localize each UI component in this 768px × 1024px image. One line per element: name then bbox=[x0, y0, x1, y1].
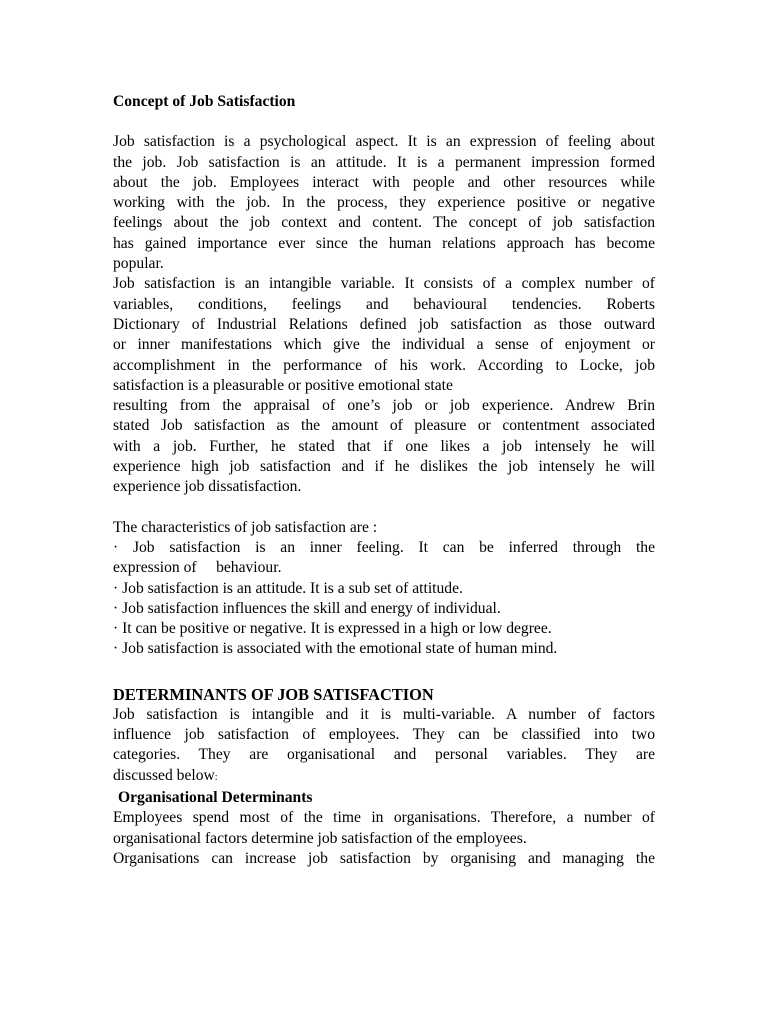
text-line: variables, conditions, feelings and behavioural tendencies. Roberts bbox=[113, 295, 655, 313]
characteristics-intro: The characteristics of job satisfaction are : bbox=[113, 518, 378, 536]
determinants-heading: DETERMINANTS OF JOB SATISFACTION bbox=[113, 684, 434, 704]
text-line: Job satisfaction is a psychological aspect. It is an expression of feeling about bbox=[113, 133, 655, 151]
text-line: resulting from the appraisal of one’s job or job experience. Andrew Brin bbox=[113, 397, 655, 415]
document-page bbox=[113, 92, 655, 869]
text-line: or inner manifestations which give the individual a sense of enjoyment or bbox=[113, 336, 655, 354]
characteristics-list bbox=[113, 518, 655, 660]
document-title: Concept of Job Satisfaction bbox=[113, 93, 296, 110]
text-line: organisational factors determine job satisfaction of the employees. bbox=[113, 829, 527, 847]
text-line: about the job. Employees interact with people and other resources while bbox=[113, 173, 655, 191]
text-line: stated Job satisfaction as the amount of pleasure or contentment associated bbox=[113, 417, 655, 435]
text-line: popular. bbox=[113, 255, 164, 273]
text-line: accomplishment in the performance of his work. According to Locke, job bbox=[113, 356, 655, 374]
intro-paragraph bbox=[113, 132, 655, 274]
text-fragment: discussed below bbox=[113, 766, 215, 784]
appraisal-paragraph bbox=[113, 396, 655, 497]
text-line: experience high job satisfaction and if he dislikes the job intensely he will bbox=[113, 458, 655, 476]
bullet-item-continuation: expression of behaviour. bbox=[113, 559, 282, 577]
variable-paragraph bbox=[113, 274, 655, 396]
text-line: with a job. Further, he stated that if one likes a job intensely he will bbox=[113, 437, 655, 455]
organisational-paragraph bbox=[113, 808, 655, 869]
text-line: Employees spend most of the time in organisations. Therefore, a number of bbox=[113, 809, 655, 827]
text-line: Organisations can increase job satisfaction by organising and managing the bbox=[113, 849, 655, 867]
text-line: influence job satisfaction of employees. They can be classified into two bbox=[113, 726, 655, 744]
text-line: the job. Job satisfaction is an attitude. It is a permanent impression formed bbox=[113, 153, 655, 171]
determinants-paragraph bbox=[113, 705, 655, 788]
text-line: categories. They are organisational and personal variables. They are bbox=[113, 746, 655, 764]
bullet-item: · Job satisfaction is an inner feeling. It can be inferred through the bbox=[113, 538, 655, 556]
text-line: working with the job. In the process, they experience positive or negative bbox=[113, 194, 655, 212]
bullet-item: · Job satisfaction is an attitude. It is a sub set of attitude. bbox=[113, 579, 463, 597]
text-line: Dictionary of Industrial Relations defined job satisfaction as those outward bbox=[113, 315, 655, 333]
text-line bbox=[113, 766, 655, 788]
bullet-item: · It can be positive or negative. It is expressed in a high or low degree. bbox=[113, 620, 552, 638]
text-line: has gained importance ever since the human relations approach has become bbox=[113, 234, 655, 252]
paragraph-gap bbox=[113, 498, 655, 518]
text-line: experience job dissatisfaction. bbox=[113, 478, 302, 496]
bullet-item: · Job satisfaction influences the skill and energy of individual. bbox=[113, 599, 501, 617]
text-line: Job satisfaction is an intangible variable. It consists of a complex number of bbox=[113, 275, 655, 293]
organisational-heading: Organisational Determinants bbox=[118, 788, 313, 806]
text-line: satisfaction is a pleasurable or positive emotional state bbox=[113, 376, 453, 394]
text-line: feelings about the job context and content. The concept of job satisfaction bbox=[113, 214, 655, 232]
colon-mark: : bbox=[214, 771, 218, 783]
bullet-item: · Job satisfaction is associated with the emotional state of human mind. bbox=[113, 640, 558, 658]
text-line: Job satisfaction is intangible and it is multi-variable. A number of factors bbox=[113, 705, 655, 723]
